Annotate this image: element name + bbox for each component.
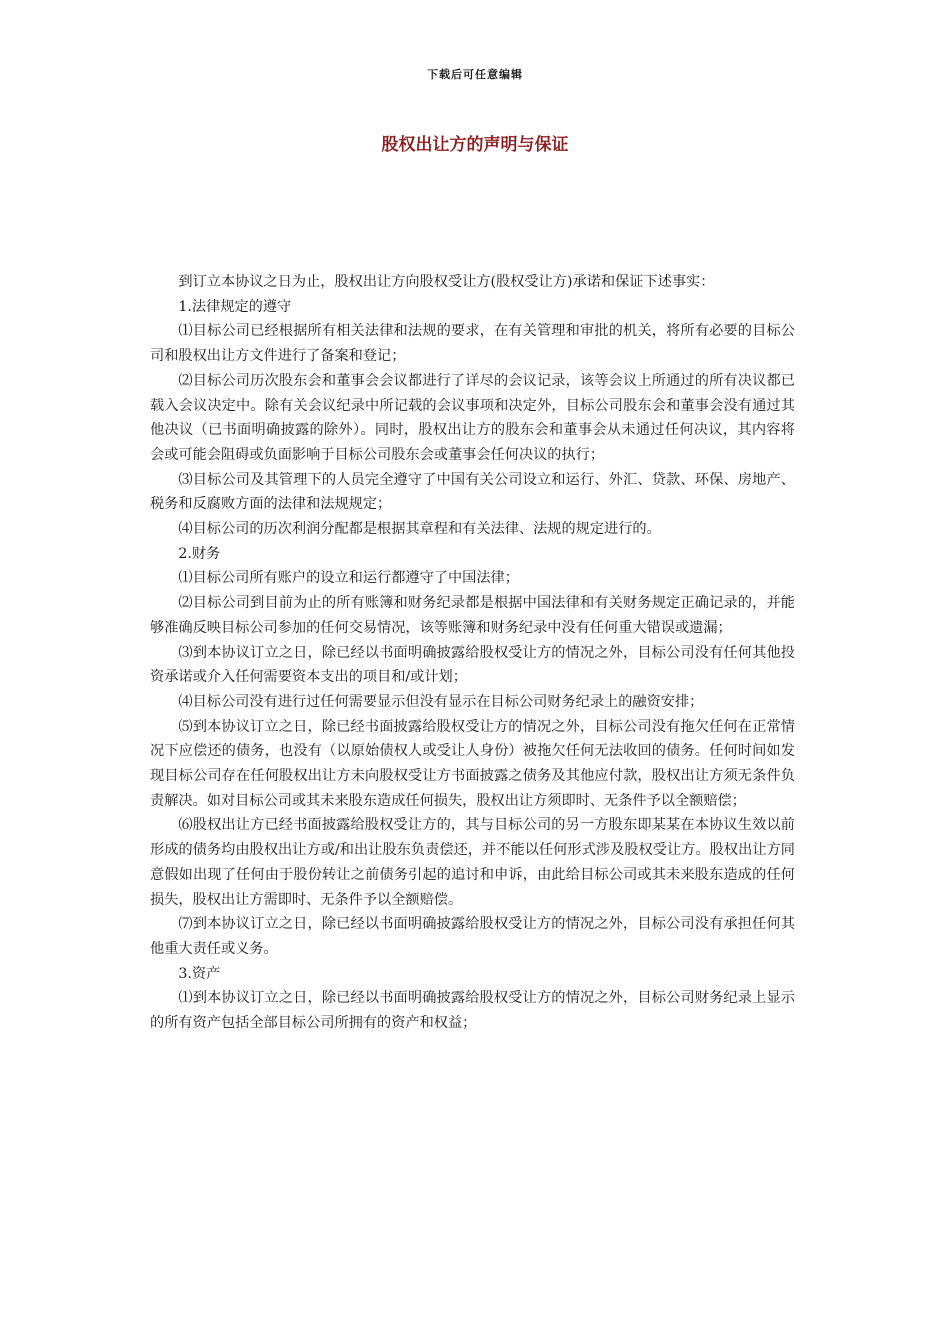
paragraph: ⑸到本协议订立之日，除已经书面披露给股权受让方的情况之外，目标公司没有拖欠任何在正常情况下应偿还的债务，也没有（以原始债权人或受让人身份）被拖欠任何无法收回的债务。任何时间如发现目标公司存在任何股权出让方未向股权受让方书面披露之债务及其他应付款，股权出让方须无条件负责解决。如对目标公司或其未来股东造成任何损失，股权出让方须即时、无条件予以全额赔偿； bbox=[150, 718, 795, 809]
paragraph: ⑺到本协议订立之日，除已经以书面明确披露给股权受让方的情况之外，目标公司没有承担任何其他重大责任或义务。 bbox=[150, 916, 795, 957]
paragraph: ⑷目标公司没有进行过任何需要显示但没有显示在目标公司财务纪录上的融资安排； bbox=[178, 693, 704, 710]
paragraph: ⑴目标公司已经根据所有相关法律和法规的要求，在有关管理和审批的机关，将所有必要的目标公司和股权出让方文件进行了备案和登记； bbox=[150, 323, 795, 365]
section-heading: 2.财务 bbox=[178, 545, 221, 562]
document-title: 股权出让方的声明与保证 bbox=[381, 135, 569, 155]
header-note: 下载后可任意编辑 bbox=[427, 68, 523, 81]
paragraph: ⑹股权出让方已经书面披露给股权受让方的，其与目标公司的另一方股东即某某在本协议生效以前形成的债务均由股权出让方或/和出让股东负责偿还，并不能以任何形式涉及股权受让方。股权出让方同意假如出现了任何由于股份转让之前债务引起的追讨和申诉，由此给目标公司或其未来股东造成的任何损失，股权出让方需即时、无条件予以全额赔偿。 bbox=[150, 817, 795, 908]
document-body bbox=[150, 270, 795, 1036]
paragraph: ⑵目标公司历次股东会和董事会会议都进行了详尽的会议记录，该等会议上所通过的所有决议都已载入会议决定中。除有关会议纪录中所记载的会议事项和决定外，目标公司股东会和董事会没有通过其他决议（已书面明确披露的除外）。同时，股权出让方的股东会和董事会从未通过任何决议，其内容将会或可能会阻碍或负面影响于目标公司股东会或董事会任何决议的执行； bbox=[150, 372, 795, 463]
paragraph: ⑶到本协议订立之日，除已经以书面明确披露给股权受让方的情况之外，目标公司没有任何其他投资承诺或介入任何需要资本支出的项目和/或计划； bbox=[150, 644, 795, 686]
paragraph: ⑴目标公司所有账户的设立和运行都遵守了中国法律； bbox=[178, 570, 519, 587]
section-heading: 3.资产 bbox=[178, 965, 221, 982]
paragraph: ⑵目标公司到目前为止的所有账簿和财务纪录都是根据中国法律和有关财务规定正确记录的，并能够准确反映目标公司参加的任何交易情况，该等账簿和财务纪录中没有任何重大错误或遗漏； bbox=[150, 595, 795, 636]
paragraph: 到订立本协议之日为止，股权出让方向股权受让方(股权受让方)承诺和保证下述事实： bbox=[178, 274, 715, 290]
paragraph: ⑴到本协议订立之日，除已经以书面明确披露给股权受让方的情况之外，目标公司财务纪录上显示的所有资产包括全部目标公司所拥有的资产和权益； bbox=[150, 990, 795, 1032]
paragraph: ⑶目标公司及其管理下的人员完全遵守了中国有关公司设立和运行、外汇、贷款、环保、房地产、税务和反腐败方面的法律和法规规定； bbox=[150, 471, 795, 513]
paragraph: ⑷目标公司的历次利润分配都是根据其章程和有关法律、法规的规定进行的。 bbox=[178, 521, 661, 538]
section-heading: 1.法律规定的遵守 bbox=[178, 298, 292, 315]
